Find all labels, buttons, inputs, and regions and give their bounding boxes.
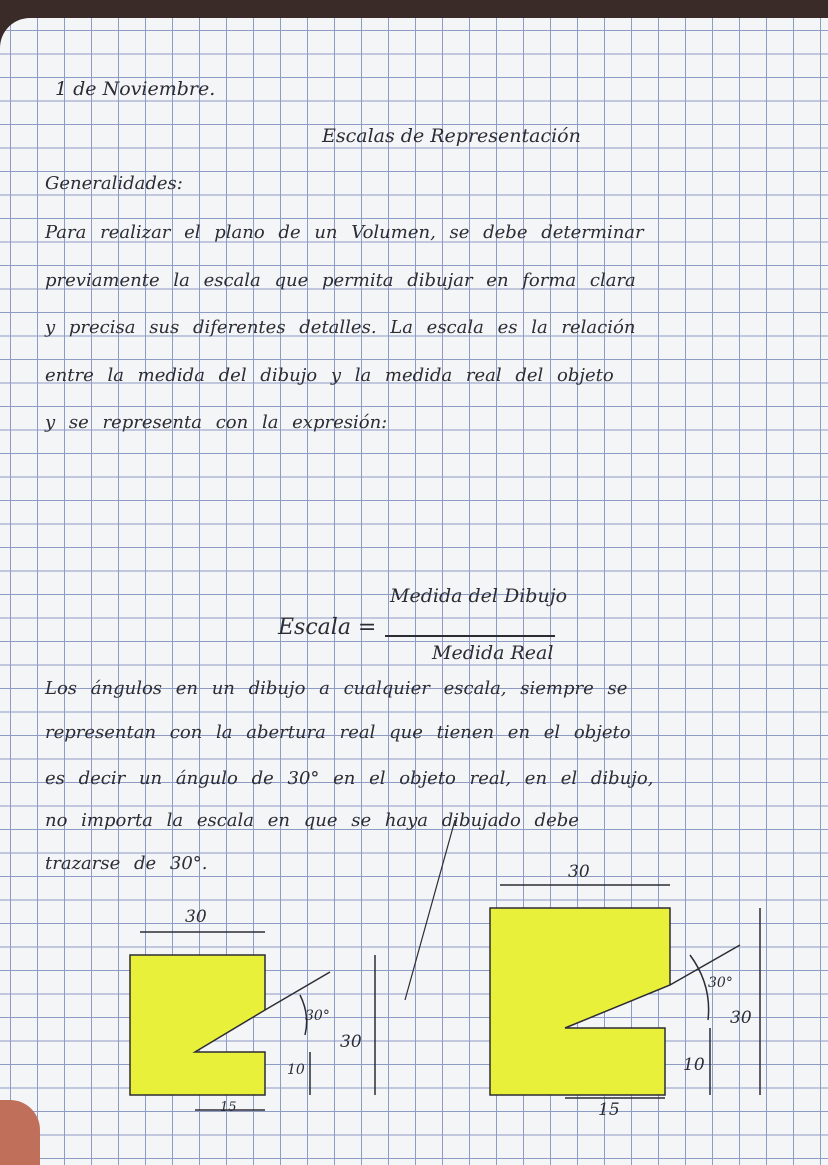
date: 1 de Noviembre. [55, 78, 216, 100]
formula-denominator: Medida Real [432, 642, 554, 664]
right-dim-top: 30 [568, 862, 590, 882]
paragraph-line: entre la medida del dibujo y la medida real del objeto [45, 365, 614, 386]
right-dim-notch: 10 [683, 1055, 705, 1075]
figure-right [490, 885, 760, 1098]
right-dim-bottom: 15 [598, 1100, 620, 1120]
pen-stroke [405, 820, 455, 1000]
paragraph-line: y se representa con la expresión: [45, 412, 388, 433]
left-dim-top: 30 [185, 907, 207, 927]
left-dim-notch: 10 [287, 1062, 305, 1078]
left-dim-right: 30 [340, 1032, 362, 1052]
highlighted-shape [130, 955, 265, 1095]
paragraph-line: previamente la escala que permita dibujar en forma clara [45, 270, 636, 291]
left-angle: 30° [305, 1008, 330, 1024]
paragraph-line: Los ángulos en un dibujo a cualquier escala, siempre se [45, 678, 628, 699]
paragraph-line: Para realizar el plano de un Volumen, se debe determinar [45, 222, 644, 243]
page-title: Escalas de Representación [322, 125, 581, 147]
left-dim-bottom: 15 [220, 1100, 237, 1115]
formula-numerator: Medida del Dibujo [390, 585, 568, 607]
paragraph-line: y precisa sus diferentes detalles. La escala es la relación [45, 317, 636, 338]
highlighted-shape [490, 908, 670, 1095]
paragraph-line: trazarse de 30°. [45, 853, 208, 874]
right-dim-right: 30 [730, 1008, 752, 1028]
paragraph-line: representan con la abertura real que tienen en el objeto [45, 722, 631, 743]
paragraph-line: no importa la escala en que se haya dibujado debe [45, 810, 579, 831]
subtitle: Generalidades: [45, 173, 183, 194]
paragraph-line: es decir un ángulo de 30° en el objeto real, en el dibujo, [45, 768, 654, 789]
angle-line [265, 972, 330, 1010]
figure-left [130, 932, 375, 1110]
right-angle: 30° [708, 975, 733, 991]
formula-lhs: Escala = [278, 615, 377, 640]
